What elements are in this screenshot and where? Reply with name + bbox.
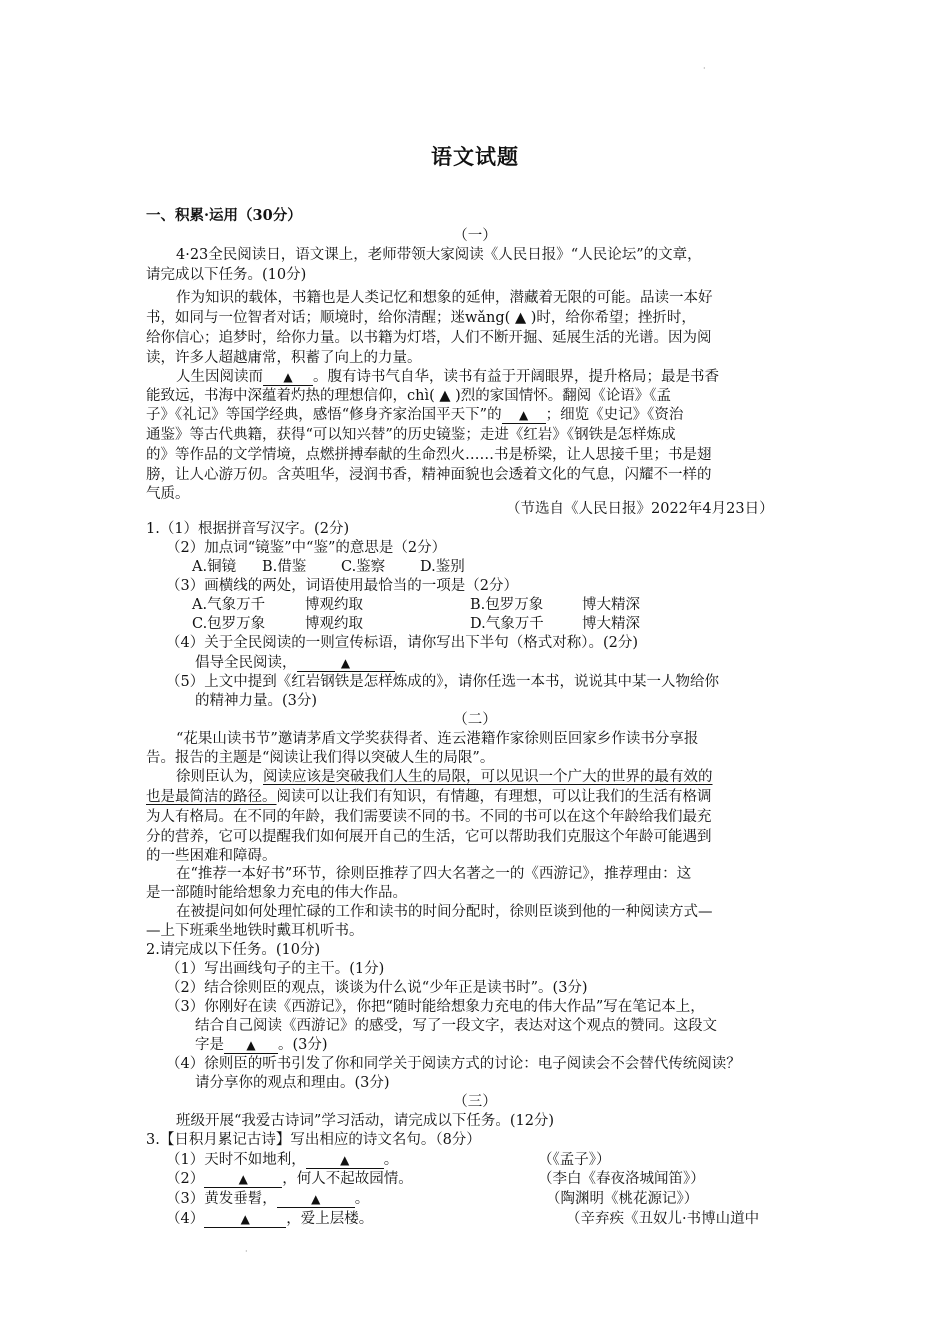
poem-text: ，爱上层楼。 [286, 1211, 374, 1227]
sub-question: （2）结合徐则臣的观点，谈谈为什么说“少年正是读书时”。(3分) [166, 980, 588, 996]
part-label: （三） [453, 1094, 497, 1110]
underlined-sentence: 也是最简洁的路径。 [146, 789, 277, 805]
passage-text: 徐则臣认为， [176, 769, 263, 785]
sub-question: 请分享你的观点和理由。(3分) [195, 1075, 390, 1091]
passage-line: 作为知识的载体，书籍也是人类记忆和想象的延伸，潜藏着无限的可能。品读一本好 [176, 290, 713, 306]
triangle-marker-icon: ▲ [311, 1192, 321, 1206]
passage-line: 是一部随时能给想象力充电的伟大作品。 [146, 885, 407, 901]
option: B.借鉴 [262, 559, 307, 575]
answer-blank [263, 370, 313, 386]
passage-line: 在被提问如何处理忙碌的工作和读书的时间分配时，徐则臣谈到他的一种阅读方式— [176, 904, 713, 920]
poem-text: （4） [166, 1211, 205, 1227]
triangle-marker-icon: ▲ [340, 1153, 350, 1167]
passage-source: （节选自《人民日报》2022年4月23日） [506, 501, 774, 517]
intro-line: 请完成以下任务。(10分) [146, 267, 307, 283]
page-title: 语文试题 [431, 144, 519, 169]
sub-question: 结合自己阅读《西游记》的感受，写了一段文字，表达对这个观点的赞同。这段文 [195, 1018, 717, 1034]
sub-question: （2）加点词“镜鉴”中“鉴”的意思是（2分） [166, 540, 447, 556]
option: 博大精深 [582, 616, 640, 632]
passage-line [146, 408, 683, 424]
option: D.鉴别 [420, 559, 465, 575]
poem-source: （《孟子》） [538, 1152, 611, 1168]
triangle-marker-icon: ▲ [246, 1038, 256, 1052]
scan-speck: · [703, 64, 706, 73]
passage-line: 分的营养，它可以提醒我们如何展开自己的生活，它可以帮助我们克服这个年龄可能遇到 [146, 829, 712, 845]
passage-line: 膀，让人心游万仞。含英咀华，浸润书香，精神面貌也会透着文化的气息，闪耀不一样的 [146, 467, 712, 483]
passage-line: 给你信心；追梦时，给你力量。以书籍为灯塔，人们不断开掘、延展生活的光谱。因为阅 [146, 330, 712, 346]
poem-text: （1）天时不如地利， [166, 1152, 306, 1168]
passage-line: 在“推荐一本好书”环节，徐则臣推荐了四大名著之一的《西游记》，推荐理由：这 [176, 866, 692, 882]
poem-source: （李白《春夜洛城闻笛》） [538, 1171, 705, 1187]
poem-item [166, 1212, 373, 1228]
answer-blank [297, 656, 395, 672]
triangle-marker-icon: ▲ [283, 370, 293, 384]
poem-text: 。 [354, 1191, 370, 1207]
sub-question: （4）关于全民阅读的一则宣传标语，请你写出下半句（格式对称）。(2分) [166, 635, 639, 651]
passage-text: 人生因阅读而 [176, 369, 263, 385]
question-stem: 3.【日积月累记古诗】写出相应的诗文名句。（8分） [146, 1132, 481, 1148]
option: B.包罗万象 [470, 597, 544, 613]
passage-text: ；细览《史记》《资治 [545, 407, 684, 423]
option: C.鉴察 [341, 559, 386, 575]
answer-prompt: 倡导全民阅读， [195, 655, 297, 671]
answer-blank [204, 1212, 286, 1228]
question-stem: 2.请完成以下任务。(10分) [146, 942, 321, 958]
passage-line: 读，许多人超越庸常，积蓄了向上的力量。 [146, 350, 422, 366]
poem-source: （辛弃疾《丑奴儿·书博山道中 [566, 1211, 760, 1227]
option: 博大精深 [582, 597, 640, 613]
triangle-marker-icon: ▲ [518, 408, 529, 422]
passage-line: 的一些困难和障碍。 [146, 848, 277, 864]
sub-question [195, 1038, 328, 1054]
passage-line: 能致远，书海中深蕴着灼热的理想信仰，chì( ▲ )烈的家国情怀。翻阅《论语》《孟 [146, 388, 672, 404]
option: 博观约取 [305, 616, 363, 632]
answer-blank [502, 408, 546, 424]
sub-question: （3）你刚好在读《西游记》，你把“随时能给想象力充电的伟大作品”写在笔记本上， [166, 999, 705, 1015]
poem-text: 。 [383, 1152, 399, 1168]
intro-line: 告。报告的主题是“阅读让我们得以突破人生的局限”。 [146, 750, 495, 766]
answer-blank [204, 1172, 282, 1188]
option: D.气象万千 [470, 616, 544, 632]
poem-text: ，何人不起故园情。 [282, 1171, 413, 1187]
poem-text: （3）黄发垂髫， [166, 1191, 277, 1207]
passage-text: 阅读可以让我们有知识，有情趣，有理想，可以让我们的生活有格调 [276, 789, 712, 805]
answer-blank [277, 1192, 355, 1208]
section-heading: 一、积累·运用（30分） [146, 207, 302, 224]
answer-line [195, 656, 395, 672]
intro-line: “花果山读书节”邀请茅盾文学奖获得者、连云港籍作家徐则臣回家乡作读书分享报 [176, 731, 699, 747]
sub-question: （5）上文中提到《红岩钢铁是怎样炼成的》，请你任选一本书，说说其中某一人物给你 [166, 674, 719, 690]
sub-question: （4）徐则臣的听书引发了你和同学关于阅读方式的讨论：电子阅读会不会替代传统阅读？ [166, 1056, 741, 1072]
passage-line: 通鉴》等古代典籍，获得“可以知兴替”的历史镜鉴；走进《红岩》《钢铁是怎样炼成 [146, 427, 676, 443]
option: C.包罗万象 [192, 616, 266, 632]
passage-line [176, 770, 713, 785]
answer-blank [224, 1038, 278, 1054]
passage-line: 为人有格局。在不同的年龄，我们需要读不同的书。不同的书可以在这个年龄给我们最充 [146, 809, 712, 825]
triangle-marker-icon: ▲ [238, 1172, 248, 1186]
option: A.铜镜 [192, 559, 237, 575]
intro-line: 班级开展“我爱古诗词”学习活动，请完成以下任务。(12分) [176, 1113, 555, 1129]
passage-line [146, 790, 712, 805]
underlined-sentence: 阅读应该是突破我们人生的局限，可以见识一个广大的世界的最有效的 [263, 769, 713, 785]
part-label: （一） [453, 228, 497, 244]
answer-prompt: 字是 [195, 1037, 224, 1053]
triangle-marker-icon: ▲ [240, 1212, 250, 1226]
part-label: （二） [453, 712, 497, 728]
option: A.气象万千 [192, 597, 266, 613]
passage-text: 子》《礼记》等国学经典，感悟“修身齐家治国平天下”的 [146, 407, 502, 423]
passage-text: 。腹有诗书气自华，读书有益于开阔眼界，提升格局；最是书香 [313, 369, 719, 385]
passage-line [176, 370, 719, 386]
passage-line: 的》等作品的文学情境，点燃拼搏奉献的生命烈火……书是桥梁，让人思接千里；书是翅 [146, 447, 712, 463]
poem-item [166, 1153, 398, 1169]
passage-line: 气质。 [146, 486, 190, 502]
option: 博观约取 [305, 597, 363, 613]
passage-line: —上下班乘坐地铁时戴耳机听书。 [146, 923, 364, 939]
score-text: 。(3分) [278, 1037, 328, 1053]
passage-line: 书，如同与一位智者对话；顺境时，给你清醒；迷wǎng( ▲ )时，给你希望；挫折时， [146, 310, 696, 326]
poem-item [166, 1172, 413, 1188]
triangle-marker-icon: ▲ [340, 656, 351, 670]
poem-text: （2） [166, 1171, 205, 1187]
poem-source: （陶渊明《桃花源记》） [546, 1191, 699, 1207]
intro-line: 4·23全民阅读日，语文课上，老师带领大家阅读《人民日报》“人民论坛”的文章， [176, 247, 702, 263]
question-stem: 1.（1）根据拼音写汉字。(2分) [146, 521, 350, 537]
sub-question: （3）画横线的两处，词语使用最恰当的一项是（2分） [166, 578, 518, 594]
answer-blank [306, 1153, 384, 1169]
scan-speck: · [245, 1247, 248, 1256]
sub-question: （1）写出画线句子的主干。(1分) [166, 961, 385, 977]
poem-item [166, 1192, 369, 1208]
sub-question: 的精神力量。(3分) [195, 693, 318, 709]
